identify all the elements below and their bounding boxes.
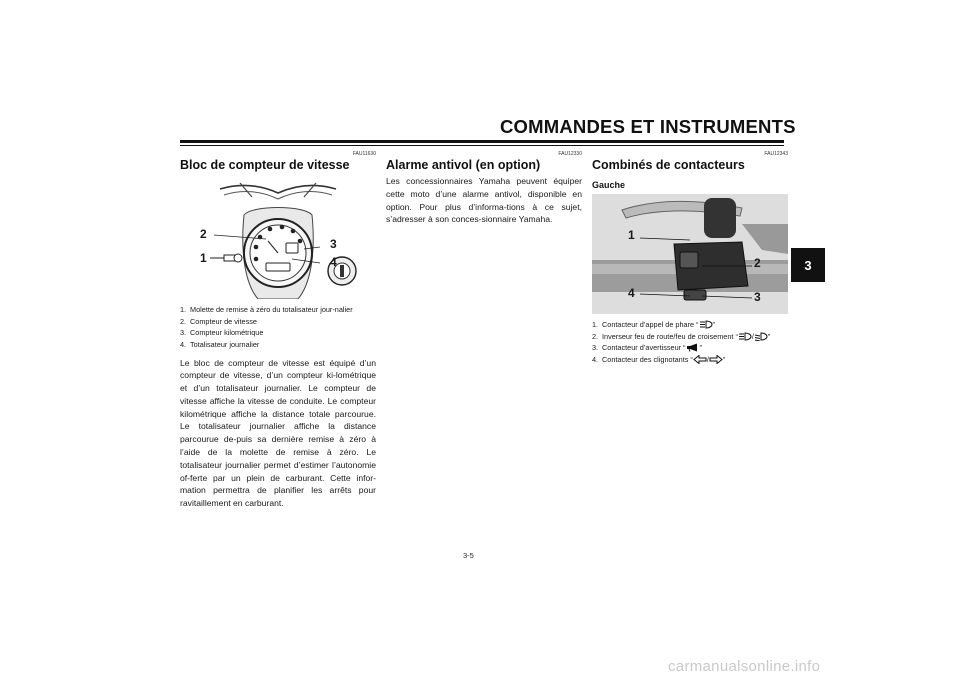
figure-label-3: 3 [330,237,337,251]
watermark: carmanualsonline.info [668,658,821,675]
caption-item: 3. Compteur kilométrique [180,328,264,337]
alarm-section [386,150,582,226]
caption-item: 1. Contacteur d’appel de phare “ ” [592,320,715,329]
figure-label-4: 4 [330,255,337,269]
figure-captions [180,305,376,350]
figure-label-3: 3 [754,290,761,304]
speedometer-figure [180,175,376,299]
high-beam-icon [738,332,752,341]
turn-left-icon [693,355,707,364]
section-title: Bloc de compteur de vitesse [180,158,350,172]
body-paragraph: Le bloc de compteur de vitesse est équipé d’un compteur de vitesse, d’un compteur ki-lométrique et d’un totalisateur journalier. Le compteur de vitesse affiche la vitesse de conduite. Le compteur kilométrique affiche la distance totale parcourue. Le totalisateur journalier affiche la distance parcourue de-puis sa dernière remise à zéro à l’aide de la molette de remise à zéro. Le totalisateur journalier permet d’estimer l’autonomie of-ferte par un plein de carburant. Cette infor-mation permettra de planifier les arrêts pour ravitaillement en carburant. [180,357,376,509]
horn-icon [686,343,700,352]
caption-item: 2. Inverseur feu de route/feu de croisement “ / ” [592,331,771,341]
page-header-title: COMMANDES ET INSTRUMENTS [500,116,796,137]
figure-label-1: 1 [628,228,635,242]
section-title: Alarme antivol (en option) [386,158,541,172]
figure-label-2: 2 [754,256,761,270]
figure-captions [592,320,788,365]
switches-figure [592,194,788,314]
figure-label-2: 2 [200,227,207,241]
caption-item: 4. Contacteur des clignotants “ / ” [592,354,726,364]
chapter-tab: 3 [791,248,825,282]
switches-section [592,150,788,366]
figure-label-4: 4 [628,286,635,300]
caption-item: 1. Molette de remise à zéro du totalisateur jour-nalier [180,305,353,314]
header-rule [180,140,784,143]
page-number: 3-5 [463,551,474,560]
section-title: Combinés de contacteurs [592,158,745,172]
turn-right-icon [709,355,723,364]
section-code: FAU11630 [352,151,376,157]
section-code: FAU12343 [764,151,788,157]
caption-item: 2. Compteur de vitesse [180,316,257,326]
caption-item: 3. Contacteur d’avertisseur “ ” [592,343,702,352]
high-beam-icon [699,320,713,329]
section-subtitle: Gauche [592,180,626,190]
figure-label-1: 1 [200,251,207,265]
header-rule-thin [180,145,784,146]
speedometer-section [180,150,376,510]
low-beam-icon [754,332,768,341]
caption-item: 4. Totalisateur journalier [180,339,260,349]
section-code: FAU12330 [558,151,582,157]
body-paragraph: Les concessionnaires Yamaha peuvent équiper cette moto d’une alarme antivol, disponible en option. Pour plus d’informa-tions à ce sujet, s’adresser à son conces-sionnaire Yamaha. [386,176,582,225]
speedometer-illustration [180,175,376,299]
